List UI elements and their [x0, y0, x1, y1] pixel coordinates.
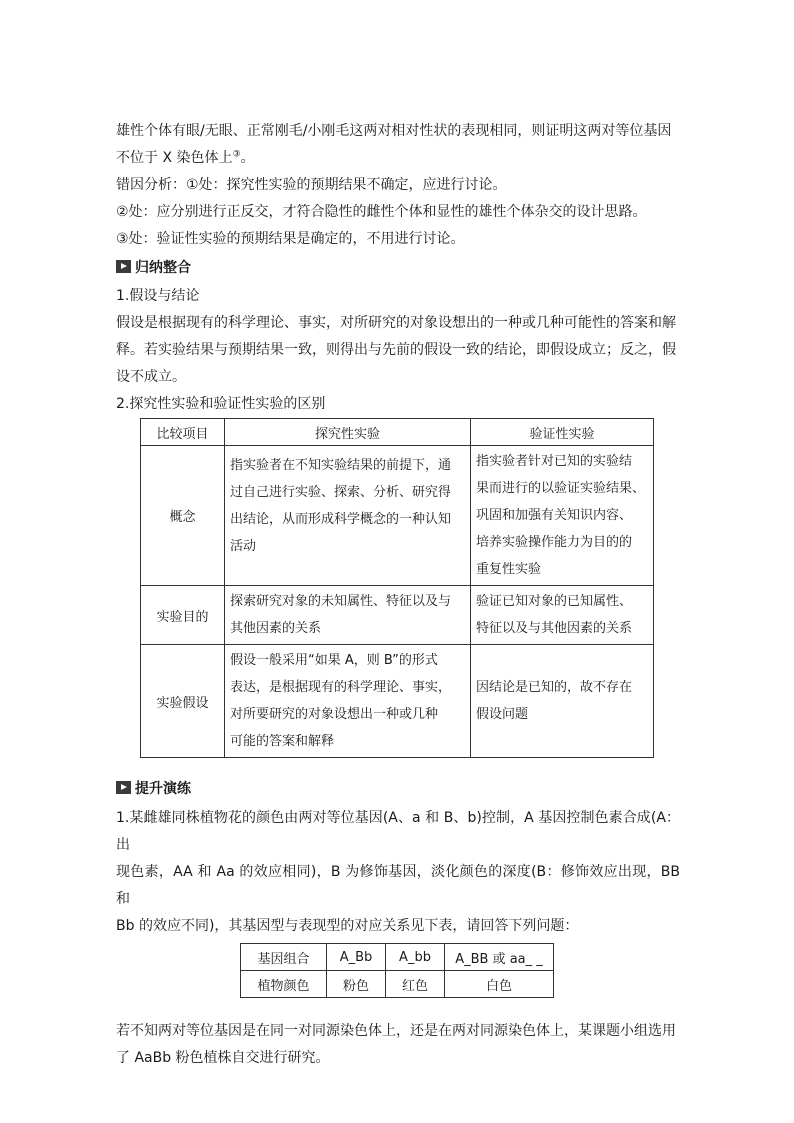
- hypothesis-explore-line: 可能的答案和解释: [230, 734, 335, 749]
- genotype-row: [241, 944, 554, 971]
- row-purpose: [141, 586, 654, 645]
- row-purpose-label: 实验目的: [141, 586, 225, 645]
- concept-explore: [225, 446, 471, 586]
- hypothesis-explore-line: 表达，是根据现有的科学理论、事实，: [230, 680, 452, 695]
- practice-heading: [116, 774, 680, 801]
- intro-line-2-end: 。: [240, 150, 255, 166]
- genotype-cell: A_Bb: [327, 944, 386, 971]
- summary-heading: [116, 253, 680, 280]
- document-page: [116, 118, 680, 1072]
- concept-verify-line: 指实验者针对已知的实验结: [476, 454, 633, 469]
- header-explore: 探究性实验: [225, 419, 471, 446]
- hypothesis-explore-line: 对所要研究的对象设想出一种或几种: [230, 707, 439, 722]
- concept-verify-line: 重复性实验: [476, 562, 542, 577]
- summary-heading-text: 归纳整合: [135, 259, 191, 276]
- question1-line-3: Bb 的效应不同)，其基因型与表现型的对应关系见下表，请回答下列问题：: [116, 918, 579, 934]
- hypothesis-verify-line: 假设问题: [476, 707, 529, 722]
- header-verify: 验证性实验: [471, 419, 654, 446]
- header-item: 比较项目: [141, 419, 225, 446]
- hypothesis-explore-line: 假设一般采用“如果 A，则 B”的形式: [230, 653, 438, 668]
- concept-explore-line: 指实验者在不知实验结果的前提下，通: [230, 458, 452, 473]
- purpose-explore: [225, 586, 471, 645]
- section1-title: 1.假设与结论: [116, 288, 200, 304]
- color-row: [241, 971, 554, 998]
- concept-explore-line: 过自己进行实验、探索、分析、研究得: [230, 485, 452, 500]
- color-cell: 红色: [386, 971, 445, 998]
- concept-verify-line: 巩固和加强有关知识内容、: [476, 508, 633, 523]
- concept-explore-line: 出结论，从而形成科学概念的一种认知: [230, 512, 452, 527]
- genotype-cell: A_BB 或 aa_ _: [445, 944, 554, 971]
- intro-line-2: [116, 145, 680, 172]
- section1-line-3: 设不成立。: [116, 369, 186, 385]
- play-icon: [116, 781, 131, 794]
- purpose-explore-line: 其他因素的关系: [230, 621, 322, 636]
- purpose-verify-line: 特征以及与其他因素的关系: [476, 621, 633, 636]
- question1-after-1: 若不知两对等位基因是在同一对同源染色体上，还是在两对同源染色体上，某课题小组选用: [116, 1023, 676, 1039]
- section1-line-2: 释。若实验结果与预期结果一致，则得出与先前的假设一致的结论，即假设成立；反之，假: [116, 342, 676, 358]
- row-concept-label: 概念: [141, 446, 225, 586]
- purpose-explore-line: 探索研究对象的未知属性、特征以及与: [230, 594, 452, 609]
- intro-line-2-text: 不位于 X 染色体上: [116, 150, 233, 166]
- section2-title: 2.探究性实验和验证性实验的区别: [116, 396, 326, 412]
- concept-verify-line: 培养实验操作能力为目的的: [476, 535, 633, 550]
- row-concept: [141, 446, 654, 586]
- purpose-verify: [471, 586, 654, 645]
- color-cell: 白色: [445, 971, 554, 998]
- question1-line-1: 1.某雌雄同株植物花的颜色由两对等位基因(A、a 和 B、b)控制，A 基因控制色素合成(A：出: [116, 810, 680, 853]
- section1-line-1: 假设是根据现有的科学理论、事实，对所研究的对象设想出的一种或几种可能性的答案和解: [116, 315, 676, 331]
- error-analysis-2: ②处：应分别进行正反交，才符合隐性的雌性个体和显性的雄性个体杂交的设计思路。: [116, 204, 647, 220]
- question1-after-2: 了 AaBb 粉色植株自交进行研究。: [116, 1050, 330, 1066]
- comparison-table: [140, 418, 654, 758]
- play-icon: [116, 260, 131, 273]
- color-label: 植物颜色: [241, 971, 327, 998]
- practice-heading-text: 提升演练: [135, 780, 191, 797]
- hypothesis-verify-line: 因结论是已知的，故不存在: [476, 680, 633, 695]
- color-cell: 粉色: [327, 971, 386, 998]
- row-hypothesis-label: 实验假设: [141, 645, 225, 758]
- error-analysis-3: ③处：验证性实验的预期结果是确定的，不用进行讨论。: [116, 231, 465, 247]
- footnote-marker: ③: [232, 149, 241, 160]
- genotype-table: [240, 943, 554, 998]
- genotype-label: 基因组合: [241, 944, 327, 971]
- intro-line-1: 雄性个体有眼/无眼、正常刚毛/小刚毛这两对相对性状的表现相同，则证明这两对等位基因: [116, 123, 672, 139]
- hypothesis-verify: [471, 645, 654, 758]
- row-hypothesis: [141, 645, 654, 758]
- genotype-cell: A_bb: [386, 944, 445, 971]
- concept-verify-line: 果而进行的以验证实验结果、: [476, 481, 646, 496]
- comparison-header-row: [141, 419, 654, 446]
- purpose-verify-line: 验证已知对象的已知属性、: [476, 594, 633, 609]
- concept-explore-line: 活动: [230, 539, 257, 554]
- hypothesis-explore: [225, 645, 471, 758]
- error-analysis-1: 错因分析：①处：探究性实验的预期结果不确定，应进行讨论。: [116, 177, 507, 193]
- concept-verify: [471, 446, 654, 586]
- question1-line-2: 现色素，AA 和 Aa 的效应相同)，B 为修饰基因，淡化颜色的深度(B：修饰效应出现，BB 和: [116, 864, 680, 907]
